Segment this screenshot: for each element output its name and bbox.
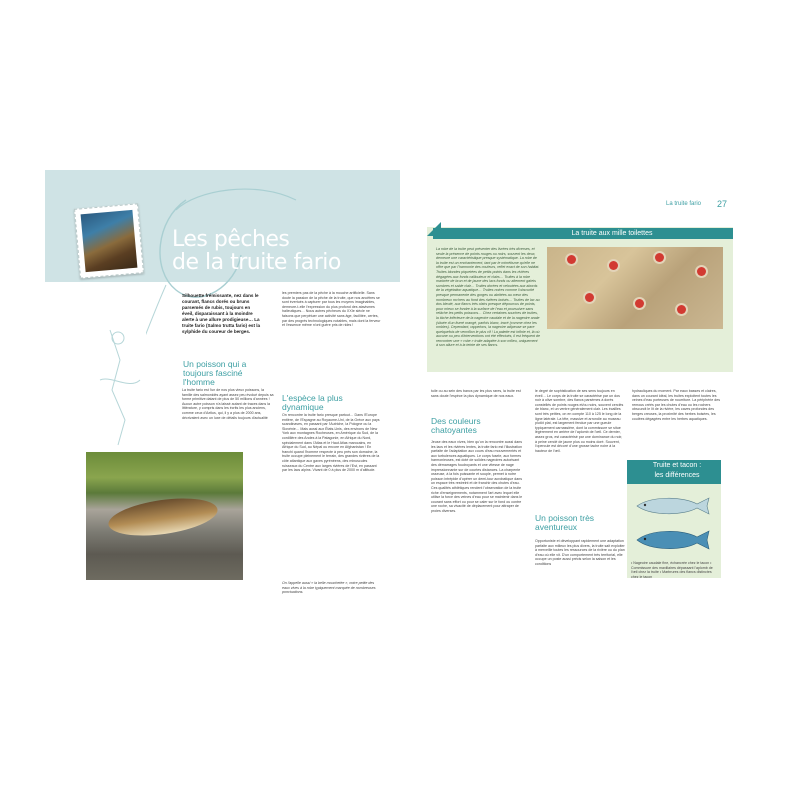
lead-paragraph: Silhouette frémissante, nez dans le courant, flancs dorés ou bruns parsemés de rubis, toujours en éveil, disparaissant à la moindre alerte à une allure prodigieuse… La truite fario (Salmo trutta fario) est la sylphide du coureur de berges. [182,293,261,334]
section-text-fascine: La truite fario est l'un de nos plus vieux poissons, la famille des salmonidés ayant assez peu évolué depuis sa forme primitive datant de plus de 50 millions d'années ! Aucun autre poisson n'a laissé autant de traces dans la littérature, y compris dans les écrits les plus anciens, comme ceux d'Aelius, qui, il y a plus de 2000 ans, décrivaient avec un luxe de détails toujours d'actualité [182,388,274,420]
section-heading-dynamique: L'espèce la plus dynamique [282,393,343,412]
right-col1-top: tuile ou au sein des bancs par les plus rares, la truite est sans doute l'espèce la plus dynamique de nos eaux. [431,389,521,398]
side-title-line-1: Truite et tacon : [652,462,702,469]
right-col2-top: le degré de sophistication de ses sens toujours en éveil… Le corps de la truite se caractérise par un dos noir à olive sombre, des flancs parsèmes à dorés constellés de points rouges et/ou noirs, souvent cerclés de blanc, et un ventre généralement clair. Les écailles sont très petites, on en compte 110 à 125 le long de la ligne latérale. La tête, massive et arrondie au museau plutôt plat, est largement fendue par une gueule typiquement carnassière, dont la commissure se situe légèrement en arrière de l'aplomb de l'œil. Ce dernier, assez gros, est caractérisé par une dominance du noir, à peine cerclé de jaune plus ou moins doré. Souvent, l'opercule est décoré d'une grosse tache noire à la hauteur de l'œil. [535,389,624,453]
section-heading-couleurs: Des couleurs chatoyantes [431,416,481,435]
trout-photo-small [81,210,138,272]
page-number: 27 [717,199,728,209]
running-head: La truite fario [666,201,702,207]
box-title: La truite aux mille toilettes [571,230,653,237]
trout-skin-photo [547,247,723,329]
section-heading-fascine: Un poisson qui a toujours fasciné l'homme [183,359,247,387]
col2-top-text: les premiers pas de la pêche à la mouche artificielle. Sans doute la passion de la pêche de la truite, que nos ancêtres se sont évertués à capturer par tous les moyens imaginables, demeure-t-elle l'expression du plus profond des atavismes halieutiques… Nous autres pêcheurs du XXIe siècle ne faisons que perpétuer une activité sans âge, facilitée, certes, par des progrès technologiques notables, mais dont la ferveur et l'essence même n'ont guère pris de rides ! [282,291,381,328]
tacon-illustration [633,494,713,518]
right-col3-text: hydrauliques du moment. Par eaux basses et claires, dans un courant idéal, les truites exploitent toutes les veines d'eau porteuses de nourriture. La périphérie des remous créés par les chutes d'eau ou les rochers obscurcit le lit de la rivière, les caves profondes des berges creuses, la proximité des herbes boisées, les coulées dégagées entre les herbes aquatiques. [632,389,720,421]
title-line-2: de la truite fario [172,250,341,275]
box-text: La robe de la truite peut présenter des livrées très diverses, et seule la présence de points rouges ou noirs, souvent les deux, demeure une caractéristique presque systématique. La robe de la truite est un enchantement, tant par le mimétisme qu'elle ne offre que par l'harmonie des couleurs, reflet exact de son habitat. Truites blondes piquetées de petits points dans les rivières dégagées aux fonds caillouteux et clairs… Truites à la robe marbrée de brun et de jaune des lacs fonds ou alternent galets sombres et sable clair… Truites dorées et veloutées aux abords de la végétation aquatique… Truites noires comme l'obscurité presque permanente des gorges ou abritées au cœur des nombreux rochers au fond des rivières boisés… Truites de lac au dos bleuté, aux flancs très clairs presque dépourvus de points, pour mieux se fondre à la surface de l'eau et poursuivre sans relâche les petits poissons… Chez certaines souches de truites, la tâche inférieure de la nageoire caudale et de la nageoire anale (située d'un liseré orangé, parfois blanc, tracé (comme chez les ombles). Cependant, rappelons, la nageoire adipeuse se pare quelquefois de vermillon le plus vif ! La palette est infinie et, là où aucune ou peu d'interventions ont été effectués, il est fréquent de rencontrer une « robe » truite adaptée à son milieu, uniquement à son allure et à la teinte de ses flancs. [436,247,540,348]
side-box-caption: • Nageoire caudale fine, échancrée chez le tacon • Commissure des maxillaires dépassant l'aplomb de l'œil chez la truite • Marbrures des flancs distinctes chez le tacon [631,561,713,579]
side-title-line-2: les différences [654,472,700,479]
title-line-1: Les pêches [172,227,290,252]
truite-illustration [633,527,713,553]
angler-line-art [90,320,150,450]
section-text-dynamique: On rencontre la truite fario presque partout… Dans l'Europe entière, de l'Espagne au Royaume-Uni, de la Grèce aux pays scandinaves, en passant par l'Autriche, la Pologne ou la Slovénie… Mais aussi aux États-Unis, des environs de New York aux montagnes Rocheuses, en Amérique du Sud, de la cordillère des Andes à la Patagonie, en Afrique du Nord, spécialement dans l'Atlas et le Haut Atlas marocains, en Afrique du Sud, au Népal ou encore en Afghanistan ! En franchi quand l'homme respecte à peu près son domaine, la truite occupe pleinement le terrain, des grandes rivières de la côte atlantique aux gaves pyrénéens, des minuscules ruisseaux du Centre aux larges rivières de l'Est, en passant par les lacs alpins. Vivant de 0 à plus de 2000 m d'altitude. [282,413,380,473]
stamp-photo-frame [74,203,144,278]
photo-caption: On l'appelle aussi « la belle mouchetée », notre petite des eaux vives à la robe typiquement marquée de nombreuses ponctuations. [282,581,376,595]
side-box-title [633,461,721,481]
section-text-couleurs: Jeuse des eaux vives, bien qu'on la rencontre aussi dans les lacs et les rivières lentes, la truite fario est l'illustration parfaite de l'adaptation aux cours d'eau mouvementés et aux turbulences aquatiques. Le corps fusele, aux formes harmonieuses, est doté de solides nageoires autorisant des démarrages foudroyants et une vitesse de nage impressionnante sur de courtes distances. La charpente osseuse, à la fois puissante et souple, permet à notre poisson intrépide d'opérer un demi-tour acrobatique dans un espace très restreint et de franchir des chutes d'eau. Ces qualités athlétiques rendent l'observation de la truite riche d'enseignements, notamment l'art avec lequel elle utilise la force des veines d'eau pour se maintenir dans le courant sans effort ou pour se caler sur le fond ou contre une roche, sa vivacité de déplacement pour attraper de proies diverses. [431,440,523,513]
section-text-aventureux: Opportuniste et développant rapidement une adaptation parfaite aux milieux les plus divers, la truite sait exploiter à merveille toutes les ressources de la rivière ou du plan d'eau où elle vit. D'un comportement très territorial, elle occupe un poste aussi précis selon la saison et les conditions [535,539,625,566]
page-title [172,228,402,274]
section-heading-aventureux: Un poisson très aventureux [535,513,595,532]
